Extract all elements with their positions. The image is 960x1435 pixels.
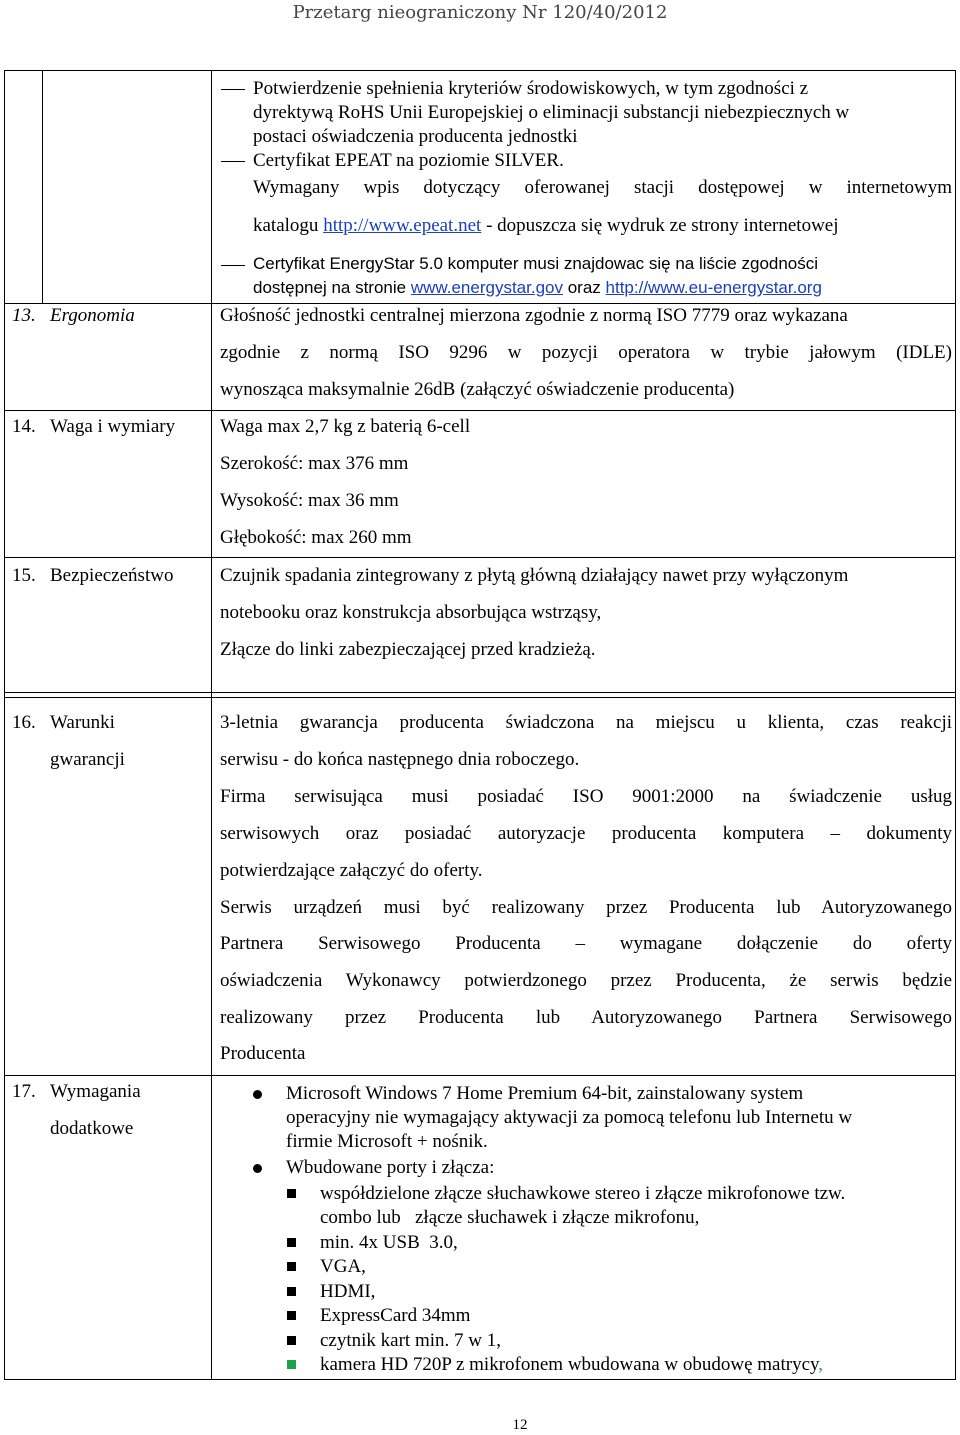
bullet-text: Wbudowane porty i złącza: (286, 1157, 495, 1178)
row-text: serwisowych oraz posiadać autoryzacje producenta komputera – dokumenty (220, 823, 952, 844)
row-divider-15a (4, 692, 956, 693)
dash-marker (221, 265, 245, 266)
eu-energystar-link[interactable]: http://www.eu-energystar.org (605, 278, 822, 297)
bullet-icon (253, 1164, 262, 1173)
row-text: notebooku oraz konstrukcja absorbująca wstrząsy, (220, 602, 602, 623)
env-line-1: Potwierdzenie spełnienia kryteriów środowiskowych, w tym zgodności z (253, 78, 809, 99)
env-line-8 (253, 276, 822, 300)
sub-bullet-text: czytnik kart min. 7 w 1, (320, 1330, 501, 1351)
row-divider-15b (4, 697, 956, 698)
bullet-text: operacyjny nie wymagający aktywacji za pomocą telefonu lub Internetu w (286, 1107, 853, 1128)
row-text: wynosząca maksymalnie 26dB (załączyć oświadczenie producenta) (220, 379, 735, 400)
bullet-text: Microsoft Windows 7 Home Premium 64-bit, zainstalowany system (286, 1083, 804, 1104)
dash-marker (221, 161, 245, 162)
row-text: Partnera Serwisowego Producenta – wymagane dołączenie do oferty (220, 933, 952, 954)
env-line-5: Wymagany wpis dotyczący oferowanej stacji dostępowej w internetowym (253, 177, 952, 198)
sub-bullet-text: VGA, (320, 1256, 366, 1277)
energystar-gov-link[interactable]: www.energystar.gov (410, 278, 563, 297)
bullet-text: firmie Microsoft + nośnik. (286, 1131, 488, 1152)
green-square-bullet-icon (287, 1360, 296, 1369)
env-line-7: Certyfikat EnergyStar 5.0 komputer musi znajdowac się na liście zgodności (253, 254, 819, 273)
row-label: Bezpieczeństwo (50, 565, 174, 586)
row-text: Głośność jednostki centralnej mierzona zgodnie z normą ISO 7779 oraz wykazana (220, 305, 848, 326)
env-line-6 (253, 214, 839, 238)
row-text: Serwis urządzeń musi być realizowany przez Producenta lub Autoryzowanego (220, 897, 952, 918)
camera-text: kamera HD 720P z mikrofonem wbudowana w obudowę matrycy (320, 1354, 819, 1375)
square-bullet-icon (287, 1336, 296, 1345)
row-text: Waga max 2,7 kg z baterią 6-cell (220, 416, 471, 437)
square-bullet-icon (287, 1189, 296, 1198)
green-comma: , (818, 1354, 824, 1375)
page-number: 12 (512, 1417, 528, 1433)
row-label: dodatkowe (50, 1118, 134, 1139)
sub-bullet-text: ExpressCard 34mm (320, 1305, 471, 1326)
sub-bullet-text (320, 1353, 823, 1377)
env-line-8-prefix: dostępnej na stronie (253, 278, 411, 297)
row-divider-14 (4, 557, 956, 558)
row-text: oświadczenia Wykonawcy potwierdzonego przez Producenta, że serwis będzie (220, 970, 952, 991)
document-header: Przetarg nieograniczony Nr 120/40/2012 (292, 2, 668, 23)
sub-bullet-text: współdzielone złącze słuchawkowe stereo i złącze mikrofonowe tzw. (320, 1183, 846, 1204)
row-text: Złącze do linki zabezpieczającej przed kradzieżą. (220, 639, 596, 660)
row-text: potwierdzające załączyć do oferty. (220, 860, 483, 881)
sub-bullet-text: min. 4x USB 3.0, (320, 1232, 458, 1253)
row-number: 15. (12, 565, 36, 586)
row-text: zgodnie z normą ISO 9296 w pozycji operatora w trybie jałowym (IDLE) (220, 342, 952, 363)
sub-bullet-text: HDMI, (320, 1281, 376, 1302)
square-bullet-icon (287, 1311, 296, 1320)
table-border-right (955, 70, 956, 1380)
row-text: Szerokość: max 376 mm (220, 453, 409, 474)
row-label: gwarancji (50, 749, 125, 770)
row-text: Firma serwisująca musi posiadać ISO 9001:2000 na świadczenie usług (220, 786, 952, 807)
row-label: Warunki (50, 712, 115, 733)
row-text: Głębokość: max 260 mm (220, 527, 412, 548)
row-divider-13 (4, 410, 956, 411)
epeat-link[interactable]: http://www.epeat.net (323, 215, 482, 236)
dash-marker (221, 89, 245, 90)
table-border-top (4, 70, 956, 71)
env-line-6-prefix: katalogu (253, 215, 324, 236)
row-label: Ergonomia (50, 305, 135, 326)
row-divider-16 (4, 1075, 956, 1076)
row-text: 3-letnia gwarancja producenta świadczona na miejscu u klienta, czas reakcji (220, 712, 952, 733)
row-label: Waga i wymiary (50, 416, 176, 437)
row-text: Czujnik spadania zintegrowany z płytą główną działający nawet przy wyłączonym (220, 565, 849, 586)
square-bullet-icon (287, 1262, 296, 1271)
row-text: serwisu - do końca następnego dnia roboczego. (220, 749, 580, 770)
table-border-left (4, 70, 5, 1380)
env-line-4: Certyfikat EPEAT na poziomie SILVER. (253, 150, 564, 171)
env-line-8-mid: oraz (562, 278, 606, 297)
table-border-bottom (4, 1379, 956, 1380)
row-text: Wysokość: max 36 mm (220, 490, 399, 511)
env-line-3: postaci oświadczenia producenta jednostki (253, 126, 578, 147)
col-divider-2 (211, 70, 212, 1380)
sub-bullet-text: combo lub złącze słuchawek i złącze mikrofonu, (320, 1207, 700, 1228)
row-number: 13. (12, 305, 36, 326)
square-bullet-icon (287, 1238, 296, 1247)
square-bullet-icon (287, 1287, 296, 1296)
bullet-icon (253, 1090, 262, 1099)
row-text: realizowany przez Producenta lub Autoryzowanego Partnera Serwisowego (220, 1007, 952, 1028)
row-text: Producenta (220, 1043, 306, 1064)
row-label: Wymagania (50, 1081, 141, 1102)
row-number: 16. (12, 712, 36, 733)
env-line-6-suffix: - dopuszcza się wydruk ze strony internetowej (481, 215, 839, 236)
col-divider-1 (42, 70, 43, 304)
env-line-2: dyrektywą RoHS Unii Europejskiej o eliminacji substancji niebezpiecznych w (253, 102, 850, 123)
row-number: 14. (12, 416, 36, 437)
row-number: 17. (12, 1081, 36, 1102)
